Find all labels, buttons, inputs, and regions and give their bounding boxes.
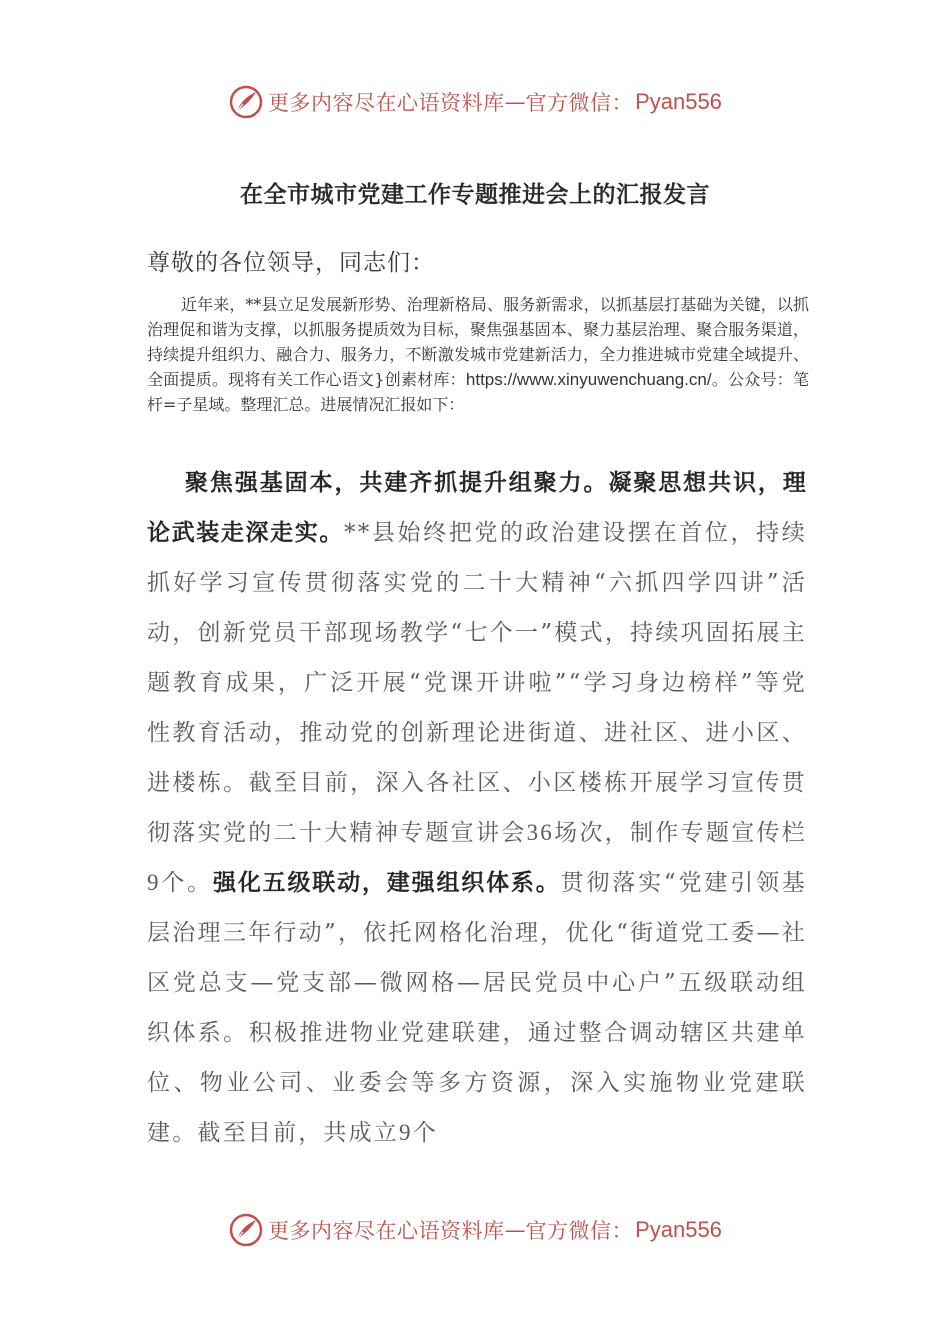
intro-url: https://www.xinyuwenchuang.cn/ (465, 370, 712, 389)
banner-text: 更多内容尽在心语资料库 (268, 1219, 505, 1243)
banner-text: 更多内容尽在心语资料库 (268, 91, 505, 115)
document-title: 在全市城市党建工作专题推进会上的汇报发言 (240, 182, 710, 208)
subheading-ideology: 凝聚思想共识，理论武装走深走实。 (147, 469, 807, 546)
body-text-1b: 场次，制作专题宣传栏 (553, 820, 808, 846)
quill-logo-icon (228, 84, 264, 120)
quill-logo-icon (228, 1212, 264, 1248)
section-heading: 聚焦强基固本，共建齐抓提升组聚力。 (185, 469, 609, 496)
banner-dash: — (504, 90, 526, 114)
count-36: 36 (526, 820, 554, 845)
body-text-1c: 个。 (160, 870, 213, 896)
intro-paragraph (147, 292, 809, 417)
salutation: 尊敬的各位领导，同志们： (147, 250, 435, 276)
count-9a: 9 (147, 870, 161, 895)
count-9b: 9 (399, 1120, 413, 1145)
banner-official-label: 官方微信： (525, 91, 634, 115)
banner-wechat-id: Pyan556 (635, 1217, 722, 1242)
body-text-2b: 个 (412, 1120, 438, 1146)
body-text-2a: 贯彻落实“党建引领基层治理三年行动”，依托网格化治理，优化“街道党工委—社区党总支—党支部—微网格—居民党员中心户”五级联动组织体系。积极推进物业党建联建，通过整合调动辖区共建单位、物业公司、业委会等多方资源，深入实施物业党建联建。截至目前，共成立 (147, 870, 807, 1146)
intro-text-1: 近年来，**县立足发展新形势、治理新格局、服务新需求，以抓基层打基础为关键，以抓治理促和谐为支撑，以抓服务提质效为目标，聚焦强基固本、聚力基层治理、聚合服务渠道，持续提升组织力、融合力、服务力，不断激发城市党建新活力，全力推进城市党建全域提升、全面提质。现将有关工作心语文}创素材库： (147, 295, 809, 389)
footer-watermark-banner (0, 1208, 950, 1252)
body-text-1a: **县始终把党的政治建设摆在首位，持续抓好学习宣传贯彻落实党的二十大精神“六抓四学四讲”活动，创新党员干部现场教学“七个一”模式，持续巩固拓展主题教育成果，广泛开展“党课开讲啦”“学习身边榜样”等党性教育活动，推动党的创新理论进街道、进社区、进小区、进楼栋。截至目前，深入各社区、小区楼栋开展学习宣传贯彻落实党的二十大精神专题宣讲会 (147, 520, 807, 846)
section-paragraph (147, 458, 807, 1158)
banner-dash: — (504, 1218, 526, 1242)
header-watermark-banner (0, 80, 950, 124)
banner-wechat-id: Pyan556 (635, 89, 722, 114)
subheading-organization: 强化五级联动，建强组织体系。 (213, 869, 561, 896)
intro-text-2: 。公众号：笔杆=子星域。整理汇总。进展情况汇报如下： (147, 370, 809, 414)
banner-official-label: 官方微信： (525, 1219, 634, 1243)
